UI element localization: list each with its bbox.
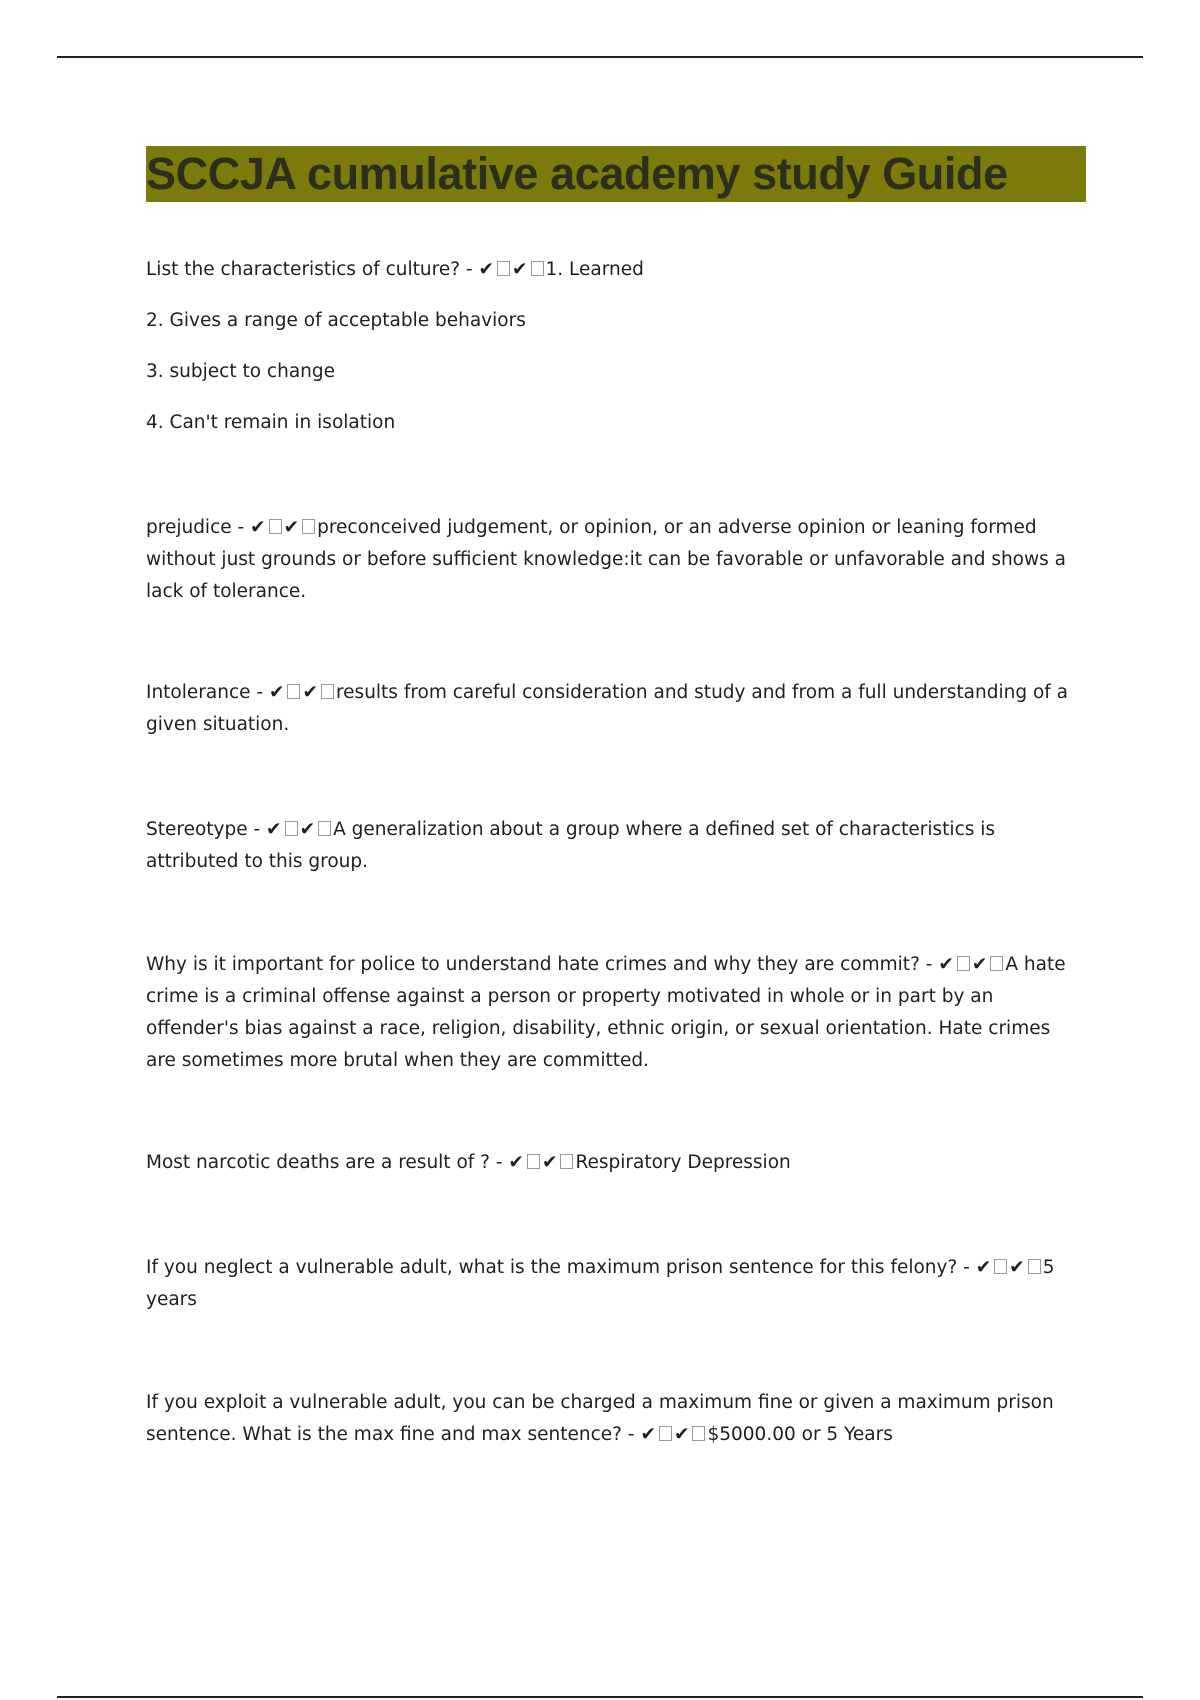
qa-line: [146, 949, 1086, 1077]
qa-item-prejudice: [146, 512, 1086, 608]
check-icon: ✔: [266, 819, 282, 840]
answer-text: A generalization about a group where a defined set of characteristics is attributed to this group.: [146, 819, 996, 872]
answer-text: A hate crime is a criminal offense against a person or property motivated in whole or in part by an offender's bias against a race, religion, disability, ethnic origin, or sexual orientation. Hate crimes are sometimes more brutal when they are committed.: [146, 954, 1066, 1071]
box-icon: [659, 1426, 672, 1441]
box-icon: [269, 519, 282, 534]
list-line: 3. subject to change: [146, 361, 336, 382]
check-icon: ✔: [268, 682, 285, 703]
box-icon: [321, 684, 334, 699]
check-icon: ✔: [283, 517, 300, 538]
qa-item-intolerance: [146, 677, 1086, 741]
qa-line: [146, 1147, 1086, 1179]
page-title: SCCJA cumulative academy study Guide: [146, 148, 1008, 199]
box-icon: [1028, 1259, 1041, 1274]
qa-item-culture: [146, 254, 1086, 458]
qa-line: [146, 1252, 1086, 1316]
check-icon: ✔: [302, 682, 318, 703]
box-icon: [994, 1259, 1007, 1274]
question-text: List the characteristics of culture? -: [146, 259, 479, 280]
title-highlight: [146, 146, 1086, 202]
qa-line: [146, 814, 1086, 878]
box-icon: [497, 261, 510, 276]
box-icon: [957, 956, 970, 971]
check-icon: ✔: [1009, 1257, 1025, 1278]
check-icon: ✔: [512, 259, 528, 280]
check-icon: ✔: [975, 1257, 992, 1278]
box-icon: [285, 821, 298, 836]
check-icon: ✔: [478, 259, 494, 280]
check-icon: ✔: [938, 954, 954, 975]
qa-item-stereotype: [146, 814, 1086, 878]
answer-text: preconceived judgement, or opinion, or an adverse opinion or leaning formed without just grounds or before sufficient knowledge:it can be favorable or unfavorable and shows a lack of tolerance.: [146, 517, 1066, 602]
box-icon: [302, 519, 315, 534]
question-text: Why is it important for police to understand hate crimes and why they are commit? -: [146, 954, 939, 975]
question-text: Stereotype -: [146, 819, 267, 840]
check-icon: ✔: [673, 1424, 690, 1445]
question-text: Most narcotic deaths are a result of ? -: [146, 1152, 509, 1173]
list-line: 4. Can't remain in isolation: [146, 412, 396, 433]
qa-line: [146, 254, 1086, 286]
list-line: 2. Gives a range of acceptable behaviors: [146, 310, 526, 331]
answer-text: results from careful consideration and study and from a full understanding of a given situation.: [146, 682, 1069, 735]
bottom-rule: [57, 1696, 1143, 1698]
box-icon: [531, 261, 544, 276]
qa-line: [146, 1387, 1086, 1451]
box-icon: [287, 684, 300, 699]
check-icon: ✔: [971, 954, 988, 975]
question-text: If you neglect a vulnerable adult, what is the maximum prison sentence for this felony? -: [146, 1257, 976, 1278]
answer-text: 5 years: [146, 1257, 1055, 1310]
question-text: Intolerance -: [146, 682, 269, 703]
qa-item-neglect: [146, 1252, 1086, 1316]
box-icon: [527, 1154, 540, 1169]
check-icon: ✔: [508, 1152, 524, 1173]
answer-text: $5000.00 or 5 Years: [707, 1424, 893, 1445]
check-icon: ✔: [250, 517, 266, 538]
qa-item-hate-crimes: [146, 949, 1086, 1077]
qa-line: [146, 512, 1086, 608]
box-icon: [560, 1154, 573, 1169]
qa-line: [146, 677, 1086, 741]
question-text: prejudice -: [146, 517, 251, 538]
box-icon: [318, 821, 331, 836]
check-icon: ✔: [541, 1152, 558, 1173]
box-icon: [990, 956, 1003, 971]
qa-item-narcotic-deaths: [146, 1147, 1086, 1179]
qa-item-exploit: [146, 1387, 1086, 1451]
question-text: If you exploit a vulnerable adult, you can be charged a maximum fine or given a maximum prison sentence. What is the max fine and max sentence? -: [146, 1392, 1054, 1445]
answer-text: 1. Learned: [545, 259, 644, 280]
check-icon: ✔: [640, 1424, 656, 1445]
box-icon: [692, 1426, 705, 1441]
top-rule: [57, 56, 1143, 58]
check-icon: ✔: [299, 819, 316, 840]
answer-text: Respiratory Depression: [575, 1152, 791, 1173]
